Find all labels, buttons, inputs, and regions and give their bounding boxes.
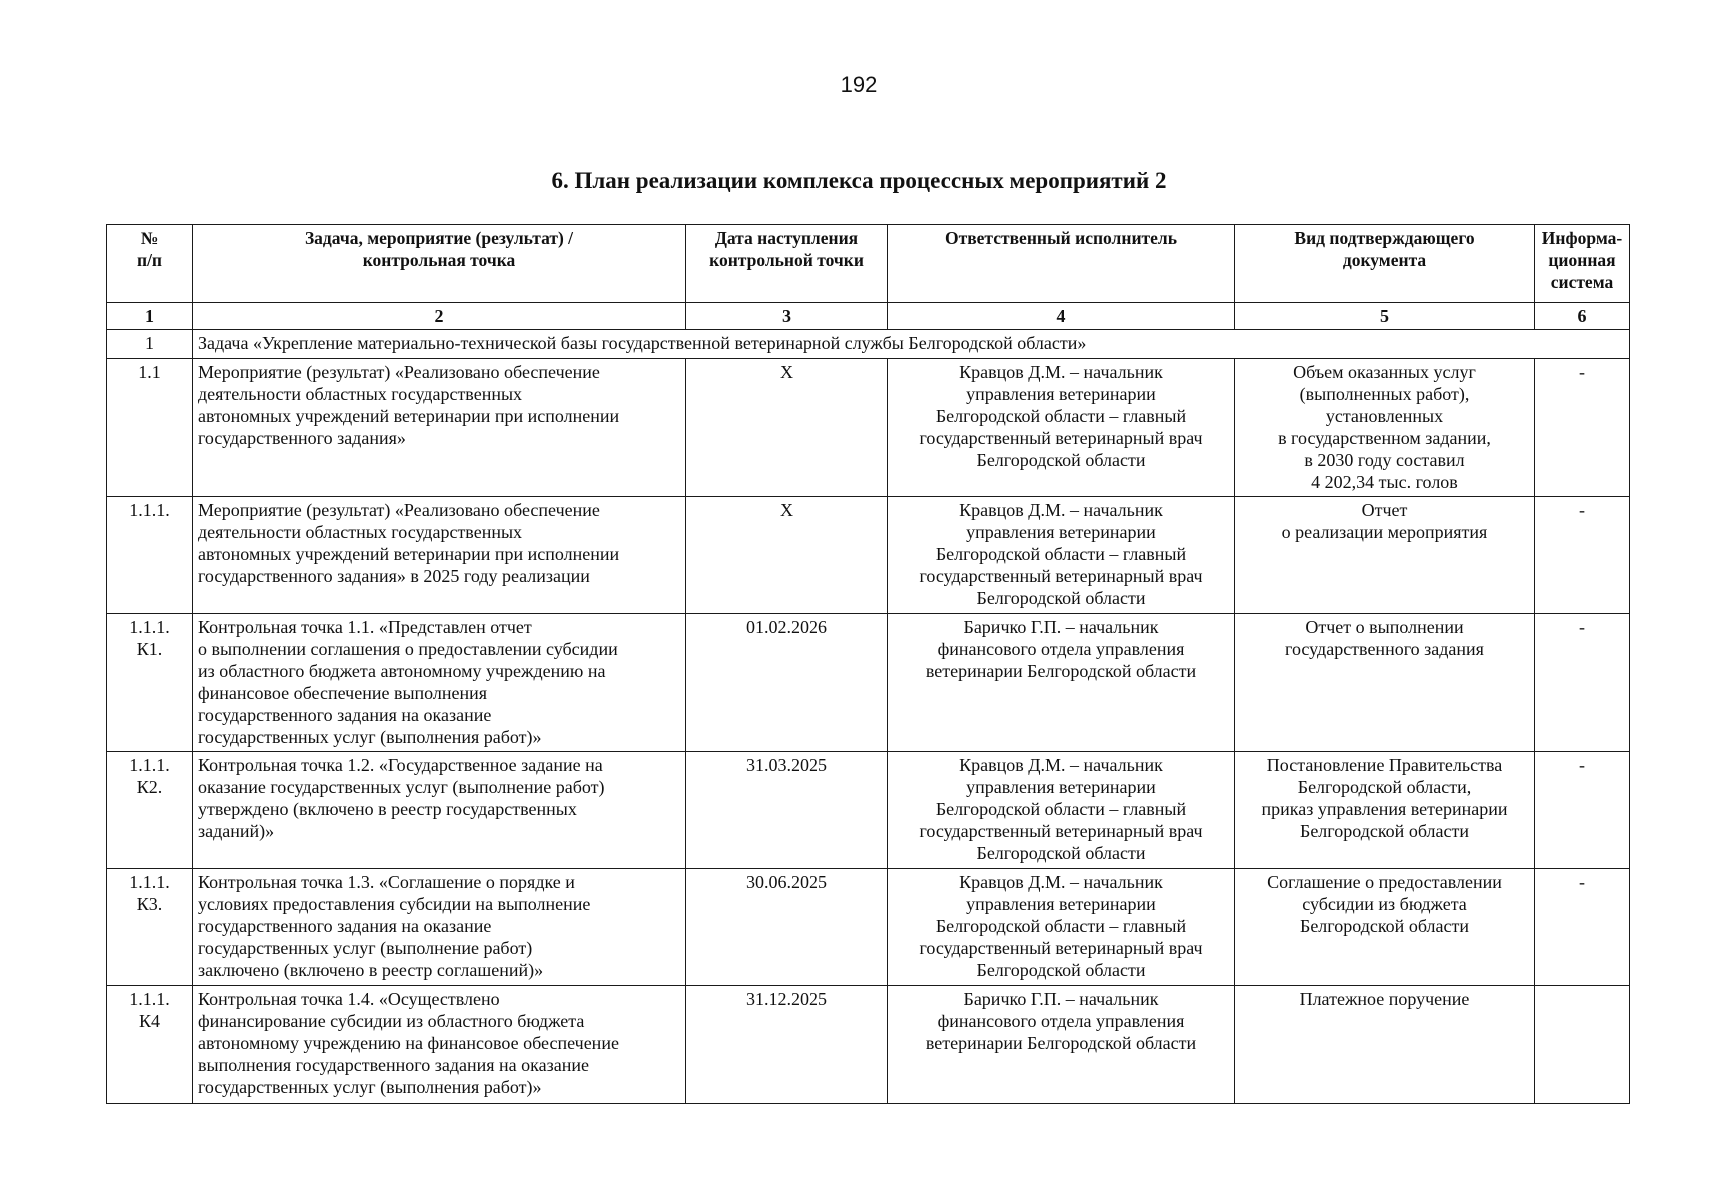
row-responsible: Баричко Г.П. – начальник финансового отдела управления ветеринарии Белгородской области (888, 614, 1235, 752)
row-document: Объем оказанных услуг (выполненных работ), установленных в государственном задании, в 2030 году составил 4 202,34 тыс. голов (1235, 359, 1535, 497)
table-row (107, 359, 1630, 497)
plan-table (106, 224, 1630, 1104)
row-date: 30.06.2025 (686, 869, 888, 986)
row-date: 31.12.2025 (686, 986, 888, 1104)
row-task: Контрольная точка 1.3. «Соглашение о порядке и условиях предоставления субсидии на выполнение государственного задания на оказание государственных услуг (выполнение работ) заключено (включено в реестр соглашений)» (193, 869, 686, 986)
row-document: Отчет о выполнении государственного задания (1235, 614, 1535, 752)
row-responsible: Кравцов Д.М. – начальник управления ветеринарии Белгородской области – главный государственный ветеринарный врач Белгородской области (888, 497, 1235, 614)
row-document: Соглашение о предоставлении субсидии из бюджета Белгородской области (1235, 869, 1535, 986)
row-system: - (1535, 752, 1630, 869)
table-row (107, 497, 1630, 614)
column-number-row (107, 303, 1630, 330)
column-number: 3 (686, 303, 888, 330)
row-system (1535, 986, 1630, 1104)
row-responsible: Баричко Г.П. – начальник финансового отдела управления ветеринарии Белгородской области (888, 986, 1235, 1104)
row-num: 1.1.1. К4 (107, 986, 193, 1104)
column-number: 4 (888, 303, 1235, 330)
row-num: 1.1 (107, 359, 193, 497)
row-system: - (1535, 869, 1630, 986)
task-num: 1 (107, 330, 193, 359)
task-row (107, 330, 1630, 359)
row-system: - (1535, 359, 1630, 497)
row-document: Постановление Правительства Белгородской области, приказ управления ветеринарии Белгородской области (1235, 752, 1535, 869)
row-task: Контрольная точка 1.4. «Осуществлено финансирование субсидии из областного бюджета автономному учреждению на финансовое обеспечение выполнения государственного задания на оказание государственных услуг (выполнения работ)» (193, 986, 686, 1104)
table-row (107, 614, 1630, 752)
header-system: Информа- ционная система (1535, 225, 1630, 303)
header-date: Дата наступления контрольной точки (686, 225, 888, 303)
row-num: 1.1.1. (107, 497, 193, 614)
row-system: - (1535, 497, 1630, 614)
column-number: 1 (107, 303, 193, 330)
header-num: № п/п (107, 225, 193, 303)
page-number: 192 (840, 72, 878, 97)
row-task: Контрольная точка 1.1. «Представлен отчет о выполнении соглашения о предоставлении субсидии из областного бюджета автономному учреждению на финансовое обеспечение выполнения государственного задания на оказание государственных услуг (выполнения работ)» (193, 614, 686, 752)
header-responsible: Ответственный исполнитель (888, 225, 1235, 303)
table-row (107, 869, 1630, 986)
row-date: X (686, 497, 888, 614)
table-row (107, 752, 1630, 869)
row-date: 01.02.2026 (686, 614, 888, 752)
column-number: 2 (193, 303, 686, 330)
row-system: - (1535, 614, 1630, 752)
row-responsible: Кравцов Д.М. – начальник управления ветеринарии Белгородской области – главный государственный ветеринарный врач Белгородской области (888, 752, 1235, 869)
document-title: 6. План реализации комплекса процессных мероприятий 2 (551, 168, 1167, 193)
row-num: 1.1.1. К1. (107, 614, 193, 752)
row-task: Мероприятие (результат) «Реализовано обеспечение деятельности областных государственных автономных учреждений ветеринарии при исполнении государственного задания» (193, 359, 686, 497)
table-row (107, 986, 1630, 1104)
row-document: Платежное поручение (1235, 986, 1535, 1104)
row-task: Контрольная точка 1.2. «Государственное задание на оказание государственных услуг (выполнение работ) утверждено (включено в реестр государственных заданий)» (193, 752, 686, 869)
row-date: X (686, 359, 888, 497)
header-row (107, 225, 1630, 303)
row-num: 1.1.1. К3. (107, 869, 193, 986)
column-number: 6 (1535, 303, 1630, 330)
task-text: Задача «Укрепление материально-технической базы государственной ветеринарной службы Белгородской области» (193, 330, 1630, 359)
row-task: Мероприятие (результат) «Реализовано обеспечение деятельности областных государственных автономных учреждений ветеринарии при исполнении государственного задания» в 2025 году реализации (193, 497, 686, 614)
row-responsible: Кравцов Д.М. – начальник управления ветеринарии Белгородской области – главный государственный ветеринарный врач Белгородской области (888, 869, 1235, 986)
header-task: Задача, мероприятие (результат) / контрольная точка (193, 225, 686, 303)
row-num: 1.1.1. К2. (107, 752, 193, 869)
header-document: Вид подтверждающего документа (1235, 225, 1535, 303)
row-date: 31.03.2025 (686, 752, 888, 869)
row-responsible: Кравцов Д.М. – начальник управления ветеринарии Белгородской области – главный государственный ветеринарный врач Белгородской области (888, 359, 1235, 497)
column-number: 5 (1235, 303, 1535, 330)
row-document: Отчет о реализации мероприятия (1235, 497, 1535, 614)
